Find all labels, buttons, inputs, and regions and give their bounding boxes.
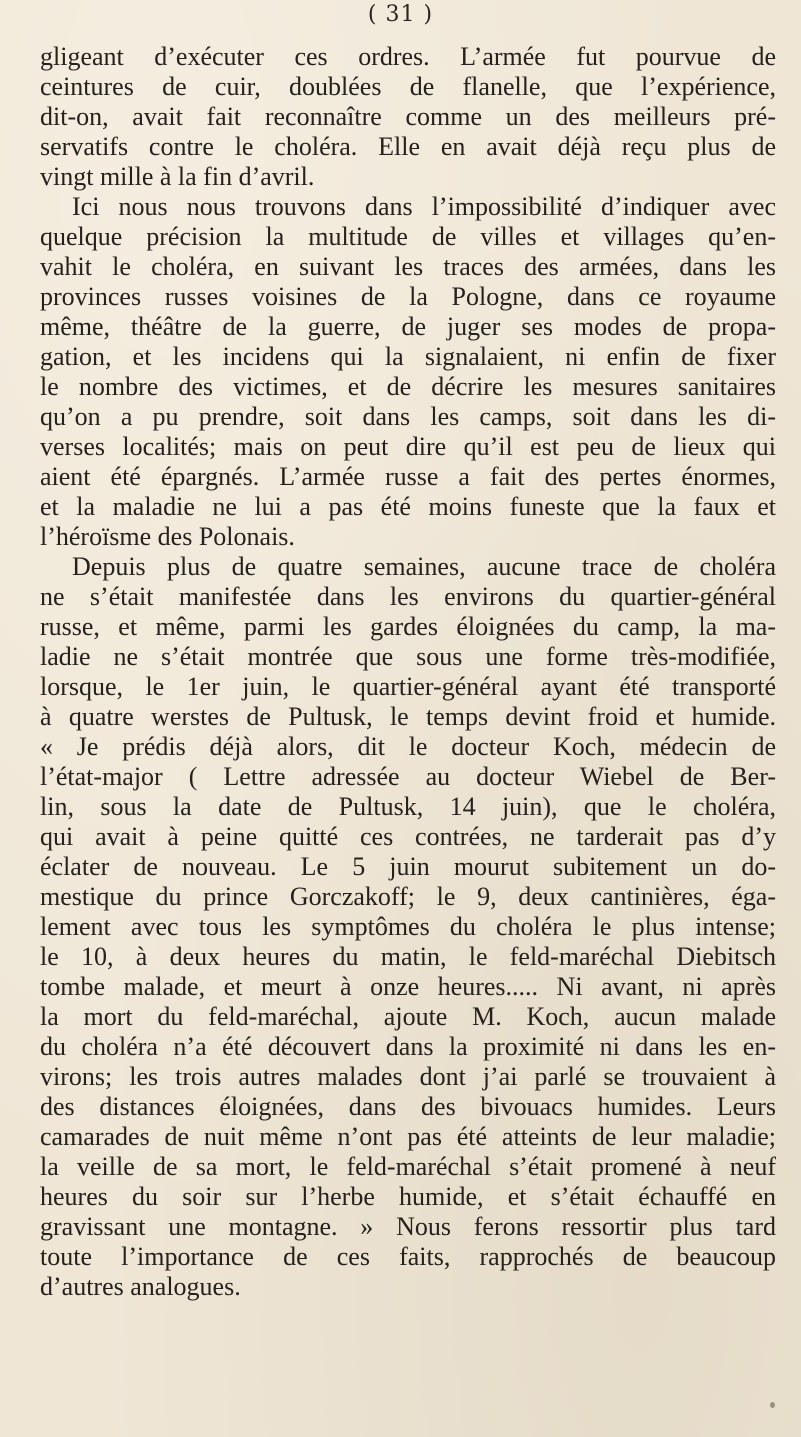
text-line: gligeant d’exécuter ces ordres. L’armée fut pourvue de: [40, 42, 776, 71]
text-line: gravissant une montagne. » Nous ferons ressortir plus tard: [40, 1212, 776, 1241]
text-line: ne s’était manifestée dans les environs du quartier-général: [40, 582, 776, 611]
text-line: la mort du feld-maréchal, ajoute M. Koch, aucun malade: [40, 1002, 776, 1031]
text-line: du choléra n’a été découvert dans la proximité ni dans les en-: [40, 1032, 776, 1061]
text-line: verses localités; mais on peut dire qu’il est peu de lieux qui: [40, 432, 776, 461]
text-line: tombe malade, et meurt à onze heures..... Ni avant, ni après: [40, 972, 776, 1001]
text-line: dit-on, avait fait reconnaître comme un des meilleurs pré-: [40, 102, 776, 131]
ink-speck: [770, 1402, 775, 1408]
text-line: servatifs contre le choléra. Elle en avait déjà reçu plus de: [40, 132, 776, 161]
text-line: camarades de nuit même n’ont pas été atteints de leur maladie;: [40, 1122, 776, 1151]
text-line: des distances éloignées, dans des bivouacs humides. Leurs: [40, 1092, 776, 1121]
text-line: toute l’importance de ces faits, rapprochés de beaucoup: [40, 1242, 776, 1271]
text-line: l’héroïsme des Polonais.: [40, 522, 295, 551]
text-line: Depuis plus de quatre semaines, aucune trace de choléra: [72, 552, 776, 581]
text-line: russe, et même, parmi les gardes éloignées du camp, la ma-: [40, 612, 776, 641]
text-line: l’état-major ( Lettre adressée au docteur Wiebel de Ber-: [40, 762, 776, 791]
text-line: éclater de nouveau. Le 5 juin mourut subitement un do-: [40, 852, 776, 881]
text-line: vahit le choléra, en suivant les traces des armées, dans les: [40, 252, 776, 281]
text-line: le 10, à deux heures du matin, le feld-maréchal Diebitsch: [40, 942, 776, 971]
text-line: la veille de sa mort, le feld-maréchal s’était promené à neuf: [40, 1152, 776, 1181]
text-line: lin, sous la date de Pultusk, 14 juin), que le choléra,: [40, 792, 776, 821]
page-number: ( 31 ): [367, 2, 434, 27]
text-line: Ici nous nous trouvons dans l’impossibilité d’indiquer avec: [72, 192, 776, 221]
text-line: le nombre des victimes, et de décrire les mesures sanitaires: [40, 372, 776, 401]
text-line: lement avec tous les symptômes du choléra le plus intense;: [40, 912, 776, 941]
text-line: qu’on a pu prendre, soit dans les camps, soit dans les di-: [40, 402, 776, 431]
text-line: qui avait à peine quitté ces contrées, ne tarderait pas d’y: [40, 822, 776, 851]
text-line: ladie ne s’était montrée que sous une forme très-modifiée,: [40, 642, 776, 671]
text-line: virons; les trois autres malades dont j’ai parlé se trouvaient à: [40, 1062, 776, 1091]
text-line: aient été épargnés. L’armée russe a fait des pertes énormes,: [40, 462, 776, 491]
text-line: vingt mille à la fin d’avril.: [40, 162, 315, 191]
text-line: mestique du prince Gorczakoff; le 9, deux cantinières, éga-: [40, 882, 776, 911]
body-text: [40, 42, 776, 1302]
text-line: provinces russes voisines de la Pologne, dans ce royaume: [40, 282, 776, 311]
text-line: lorsque, le 1er juin, le quartier-général ayant été transporté: [40, 672, 776, 701]
text-line: heures du soir sur l’herbe humide, et s’était échauffé en: [40, 1182, 776, 1211]
text-line: d’autres analogues.: [40, 1272, 241, 1301]
text-line: quelque précision la multitude de villes et villages qu’en-: [40, 222, 776, 251]
text-line: même, théâtre de la guerre, de juger ses modes de propa-: [40, 312, 776, 341]
text-line: « Je prédis déjà alors, dit le docteur Koch, médecin de: [40, 732, 776, 761]
text-line: gation, et les incidens qui la signalaient, ni enfin de fixer: [40, 342, 776, 371]
text-line: à quatre werstes de Pultusk, le temps devint froid et humide.: [40, 702, 776, 731]
text-line: ceintures de cuir, doublées de flanelle, que l’expérience,: [40, 72, 776, 101]
text-line: et la maladie ne lui a pas été moins funeste que la faux et: [40, 492, 776, 521]
